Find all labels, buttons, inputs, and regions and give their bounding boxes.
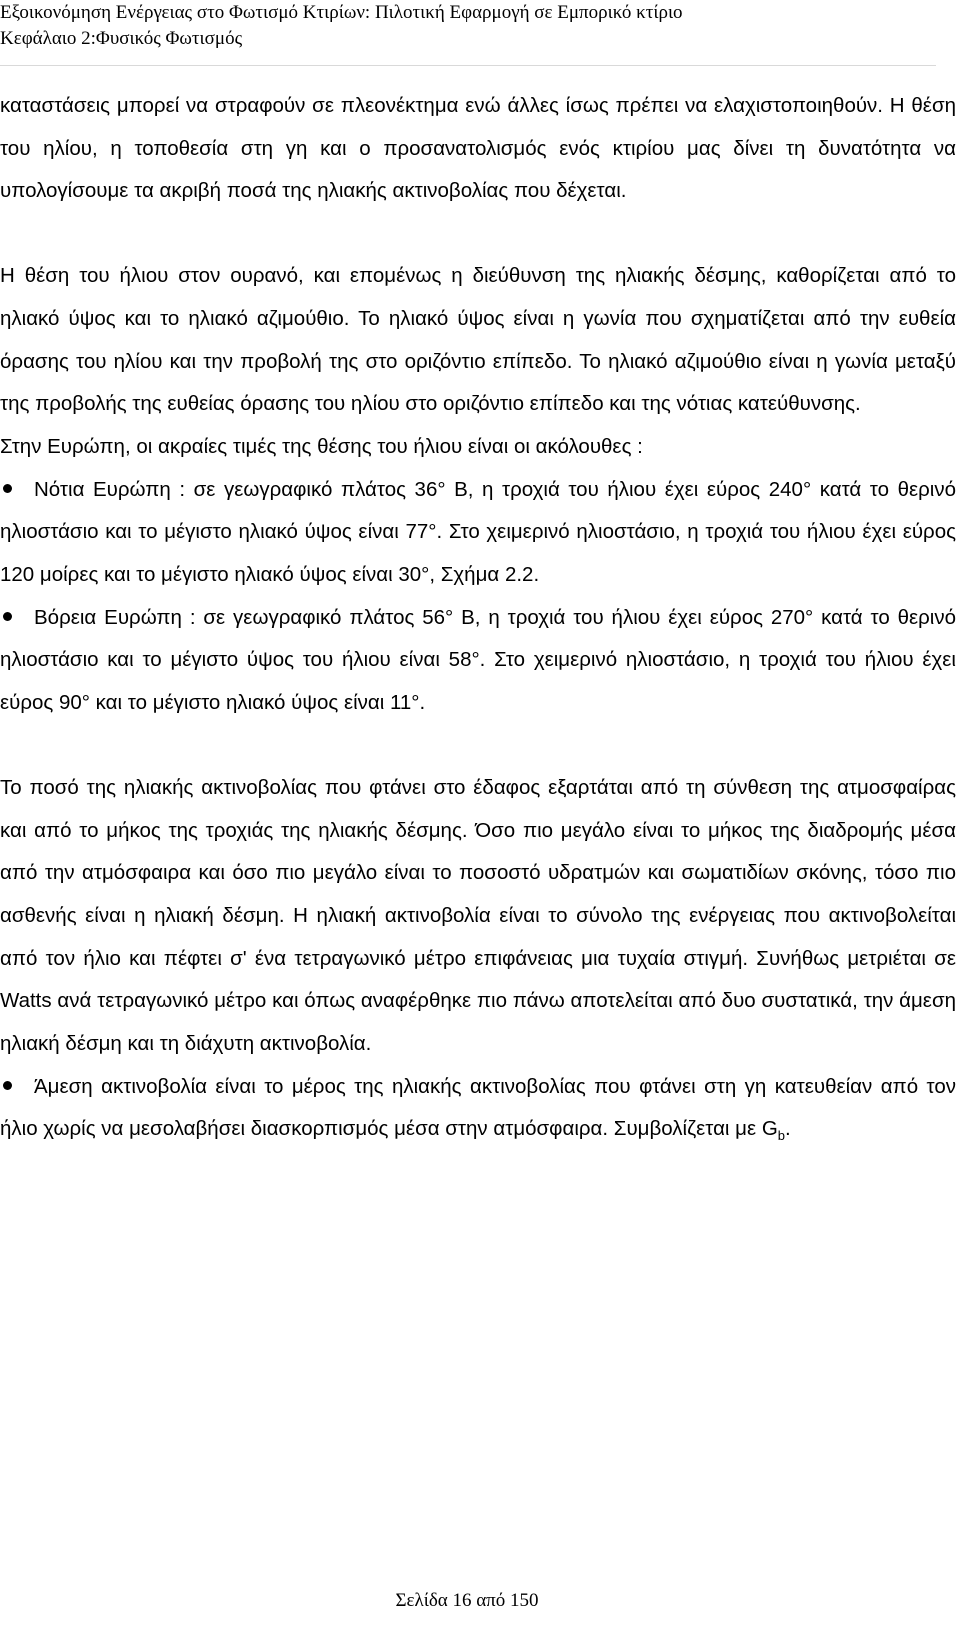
- list-item-text: Νότια Ευρώπη : σε γεωγραφικό πλάτος 36° Β, η τροχιά του ήλιου έχει εύρος 240° κατά το θερινό ηλιοστάσιο και το μέγιστο ηλιακό ύψος είναι 77°. Στο χειμερινό ηλιοστάσιο, η τροχιά του ήλιου έχει εύρος 120 μοίρες και το μέγιστο ηλιακό ύψος είναι 30°, Σχήμα 2.2.: [0, 477, 956, 587]
- paragraph-spacer: [0, 213, 956, 255]
- paragraph-solar-altitude-azimuth: Η θέση του ήλιου στον ουρανό, και επομένως η διεύθυνση της ηλιακής δέσμης, καθορίζεται από το ηλιακό ύψος και το ηλιακό αζιμούθιο. Το ηλιακό ύψος είναι η γωνία που σχηματίζεται από την ευθεία όρασης του ηλίου και την προβολή της στο οριζόντιο επίπεδο. Το ηλιακό αζιμούθιο είναι η γωνία μεταξύ της προβολής της ευθείας όρασης του ηλίου στο οριζόντιο επίπεδο και της νότιας κατεύθυνσης.: [0, 264, 956, 416]
- bullet-icon: [3, 484, 12, 493]
- bullet-icon: [3, 612, 12, 621]
- list-item-direct-radiation: [0, 1066, 956, 1151]
- paragraph-solar-radiation: Το ποσό της ηλιακής ακτινοβολίας που φτάνει στο έδαφος εξαρτάται από τη σύνθεση της ατμοσφαίρας και από το μήκος της τροχιάς της ηλιακής δέσμης. Όσο πιο μεγάλο είναι το μήκος της διαδρομής μέσα από την ατμόσφαιρα και όσο πιο μεγάλο είναι το ποσοστό υδρατμών και σωματιδίων σκόνης, τόσο πιο ασθενής είναι η ηλιακή δέσμη. Η ηλιακή ακτινοβολία είναι το σύνολο της ενέργειας που ακτινοβολείται από τον ήλιο και πέφτει σ' ένα τετραγωνικό μέτρο επιφάνειας μια τυχαία στιγμή. Συνήθως μετριέται σε Watts ανά τετραγωνικό μέτρο και όπως αναφέρθηκε πιο πάνω αποτελείται από δυο συστατικά, την άμεση ηλιακή δέσμη και τη διάχυτη ακτινοβολία.: [0, 775, 956, 1056]
- document-body: [0, 85, 956, 1151]
- list-item-north-europe: [0, 597, 956, 725]
- list-item-text: Άμεση ακτινοβολία είναι το μέρος της ηλιακής ακτινοβολίας που φτάνει στη γη κατευθείαν από τον ήλιο χωρίς να μεσολαβήσει διασκορπισμός μέσα στην ατμόσφαιρα. Συμβολίζεται με G: [0, 1074, 956, 1141]
- bullet-icon: [3, 1081, 12, 1090]
- paragraph-spacer: [0, 725, 956, 767]
- header-chapter: Κεφάλαιο 2:Φυσικός Φωτισμός: [0, 28, 243, 49]
- list-item-end: .: [785, 1117, 791, 1141]
- list-item-text: Βόρεια Ευρώπη : σε γεωγραφικό πλάτος 56° Β, η τροχιά του ήλιου έχει εύρος 270° κατά το θερινό ηλιοστάσιο και το μέγιστο ύψος του ήλιου είναι 58°. Στο χειμερινό ηλιοστάσιο, η τροχιά του ήλιου έχει εύρος 90° και το μέγιστο ηλιακό ύψος είναι 11°.: [0, 605, 956, 715]
- page-footer: [0, 1588, 934, 1614]
- paragraph-sun-position-intro: καταστάσεις μπορεί να στραφούν σε πλεονέκτημα ενώ άλλες ίσως πρέπει να ελαχιστοποιηθούν. Η θέση του ηλίου, η τοποθεσία στη γη και ο προσανατολισμός ενός κτιρίου μας δίνει τη δυνατότητα να υπολογίσουμε τα ακριβή ποσά της ηλιακής ακτινοβολίας που δέχεται.: [0, 94, 956, 203]
- page-header: [0, 0, 940, 52]
- header-title: Εξοικονόμηση Ενέργειας στο Φωτισμό Κτιρίων: Πιλοτική Εφαρμογή σε Εμπορικό κτίριο: [0, 2, 683, 23]
- header-divider: [0, 65, 936, 66]
- list-item-south-europe: [0, 469, 956, 597]
- symbol-subscript: b: [777, 1128, 786, 1144]
- paragraph-europe-extremes: Στην Ευρώπη, οι ακραίες τιμές της θέσης του ήλιου είναι οι ακόλουθες :: [0, 434, 643, 458]
- page-number: Σελίδα 16 από 150: [395, 1590, 539, 1611]
